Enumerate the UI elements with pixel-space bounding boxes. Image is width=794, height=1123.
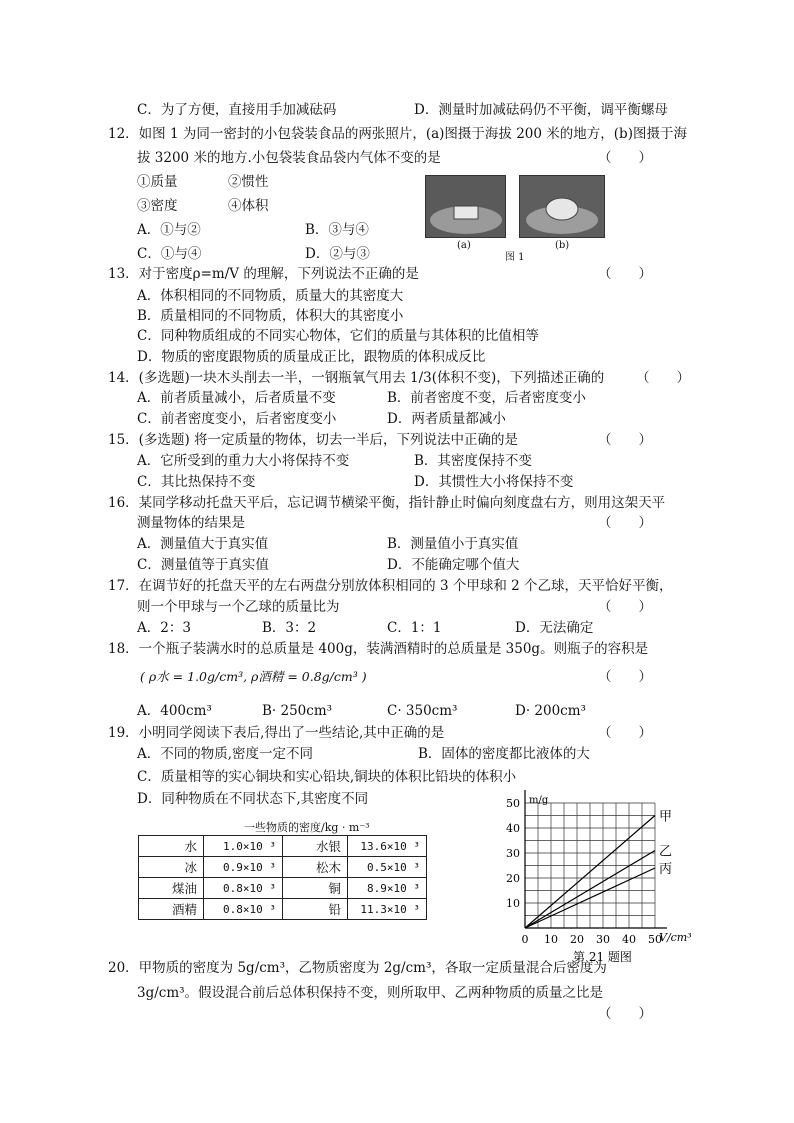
q15-option-c: C．其比热保持不变 (137, 474, 256, 490)
substance-name: 松木 (283, 857, 348, 878)
q14-option-c: C．前者密度变小，后者密度变小 (137, 411, 337, 427)
density-table-row (139, 899, 427, 920)
q12-option-c: C．①与④ (137, 246, 202, 262)
x-tick-label: 0 (521, 933, 529, 946)
series-label: 乙 (659, 844, 673, 860)
substance-name: 水银 (283, 836, 348, 857)
q16-answer-paren: （ ） (598, 515, 652, 531)
density-value: 0.9×10 ³ (204, 857, 283, 878)
density-value: 0.5×10 ³ (348, 857, 427, 878)
q11-option-d: D．测量时加减砝码仍不平衡，调平衡螺母 (414, 102, 668, 118)
density-value: 13.6×10 ³ (348, 836, 427, 857)
density-value: 0.8×10 ³ (204, 899, 283, 920)
q15-option-d: D．其惯性大小将保持不变 (414, 474, 574, 490)
series-label: 甲 (659, 809, 673, 825)
x-tick-label: 10 (544, 933, 558, 946)
q16-option-c: C．测量值等于真实值 (137, 557, 269, 573)
y-tick-label: 10 (506, 897, 520, 910)
y-tick-label: 20 (506, 872, 520, 885)
density-value: 8.9×10 ³ (348, 878, 427, 899)
substance-name: 铅 (283, 899, 348, 920)
q17-stem-line1: 17．在调节好的托盘天平的左右两盘分别放体积相同的 3 个甲球和 2 个乙球，天平恰好平衡， (108, 578, 673, 594)
q13-stem: 13．对于密度ρ=m/V 的理解，下列说法不正确的是 (108, 266, 419, 282)
q20-stem-line2: 3g/cm³。假设混合前后总体积保持不变，则所取甲、乙两种物质的质量之比是 (137, 985, 604, 1001)
q12-option-b: B．③与④ (305, 222, 369, 238)
q18-stem: 18．一个瓶子装满水时的总质量是 400g，装满酒精时的总质量是 350g。则瓶子的容积是 (108, 641, 649, 657)
q20-answer-paren: （ ） (598, 1006, 652, 1022)
density-table-row (139, 878, 427, 899)
q14-option-a: A．前者质量减小，后者质量不变 (137, 390, 336, 406)
q13-option-d: D．物质的密度跟物质的质量成正比，跟物质的体积成反比 (137, 349, 486, 365)
x-tick-label: 20 (570, 933, 584, 946)
q13-answer-paren: （ ） (598, 266, 652, 282)
y-axis-label: m/g (529, 795, 549, 806)
q13-option-a: A．体积相同的不同物质，质量大的其密度大 (137, 288, 404, 304)
substance-name: 冰 (139, 857, 204, 878)
q16-option-b: B．测量值小于真实值 (387, 536, 519, 552)
density-table-row (139, 857, 427, 878)
q14-answer-paren: （ ） (636, 370, 690, 386)
q12-option-d: D．②与③ (305, 246, 370, 262)
y-tick-label: 30 (506, 847, 520, 860)
q18-formula: ( ρ水 = 1.0g/cm³, ρ酒精 = 0.8g/cm³ ) (140, 669, 367, 684)
x-axis-label: V/cm³ (659, 931, 692, 944)
q18-option-a: A．400cm³ (137, 703, 212, 719)
q19-option-d: D．同种物质在不同状态下,其密度不同 (137, 791, 369, 807)
q19-stem: 19．小明同学阅读下表后,得出了一些结论,其中正确的是 (108, 725, 445, 741)
q20-stem-line1: 20．甲物质的密度为 5g/cm³，乙物质密度为 2g/cm³，各取一定质量混合后密度为 (108, 960, 607, 976)
q17-option-c: C．1：1 (387, 620, 442, 636)
q18-option-d: D· 200cm³ (515, 703, 586, 719)
q19-option-c: C．质量相等的实心铜块和实心铅块,铜块的体积比铅块的体积小 (137, 769, 517, 785)
q12-item-2: ②惯性 (228, 174, 269, 190)
density-table (138, 835, 427, 920)
q12-stem-line2: 拔 3200 米的地方.小包袋装食品袋内气体不变的是 (137, 150, 441, 166)
substance-name: 铜 (283, 878, 348, 899)
q19-option-b: B．固体的密度都比液体的大 (418, 746, 590, 762)
q15-stem: 15．(多选题) 将一定质量的物体，切去一半后，下列说法中正确的是 (108, 432, 519, 448)
q11-option-c: C．为了方便，直接用手加减砝码 (137, 102, 337, 118)
q12-option-a: A．①与② (137, 222, 201, 238)
q14-option-b: B．前者密度不变，后者密度变小 (387, 390, 586, 406)
q15-option-b: B．其密度保持不变 (414, 453, 532, 469)
density-value: 0.8×10 ³ (204, 878, 283, 899)
photo-a (425, 175, 506, 238)
q13-option-b: B．质量相同的不同物质，体积大的其密度小 (137, 308, 404, 324)
q12-item-1: ①质量 (137, 174, 178, 190)
q15-answer-paren: （ ） (598, 432, 652, 448)
mass-volume-chart (495, 790, 705, 965)
photo-a-caption: (a) (457, 240, 471, 251)
q13-option-c: C．同种物质组成的不同实心物体，它们的质量与其体积的比值相等 (137, 328, 539, 344)
q17-option-d: D．无法确定 (515, 620, 594, 636)
q18-answer-paren: （ ） (598, 669, 652, 685)
substance-name: 水 (139, 836, 204, 857)
q18-option-b: B· 250cm³ (262, 703, 333, 719)
q15-option-a: A．它所受到的重力大小将保持不变 (137, 453, 350, 469)
q16-stem-line2: 测量物体的结果是 (137, 515, 245, 531)
figure-1-caption: 图 1 (505, 252, 525, 263)
q17-stem-line2: 则一个甲球与一个乙球的质量比为 (137, 599, 340, 615)
q16-option-a: A．测量值大于真实值 (137, 536, 269, 552)
density-table-row (139, 836, 427, 857)
q18-option-c: C· 350cm³ (387, 703, 458, 719)
q12-item-3: ③密度 (137, 198, 178, 214)
q16-stem-line1: 16．某同学移动托盘天平后，忘记调节横梁平衡，指针静止时偏向刻度盘右方，则用这架天平 (108, 495, 666, 511)
substance-name: 煤油 (139, 878, 204, 899)
photo-b (519, 175, 605, 238)
x-tick-label: 30 (596, 933, 610, 946)
q19-option-a: A．不同的物质,密度一定不同 (137, 746, 314, 762)
chart-caption: 第 21 题图 (573, 950, 632, 964)
density-value: 1.0×10 ³ (204, 836, 283, 857)
y-tick-label: 50 (506, 797, 520, 810)
food-packet-photo-a (426, 176, 505, 237)
q14-stem: 14．(多选题)一块木头削去一半，一钢瓶氧气用去 1/3(体积不变)，下列描述正确的 (108, 370, 605, 386)
q16-option-d: D．不能确定哪个值大 (387, 557, 520, 573)
q17-option-b: B．3：2 (262, 620, 317, 636)
y-tick-label: 40 (506, 822, 520, 835)
q12-item-4: ④体积 (228, 198, 269, 214)
q17-answer-paren: （ ） (598, 599, 652, 615)
substance-name: 酒精 (139, 899, 204, 920)
q19-answer-paren: （ ） (598, 725, 652, 741)
density-value: 11.3×10 ³ (348, 899, 427, 920)
q14-option-d: D．两者质量都减小 (387, 411, 506, 427)
series-label: 丙 (659, 862, 673, 877)
photo-b-caption: (b) (555, 240, 570, 251)
x-tick-label: 50 (648, 933, 662, 946)
x-tick-label: 40 (622, 933, 636, 946)
food-packet-photo-b (520, 176, 604, 237)
density-table-title: 一些物质的密度/kg · m⁻³ (244, 821, 370, 834)
q12-stem-line1: 12．如图 1 为同一密封的小包袋装食品的两张照片，(a)图摄于海拔 200 米的地方，(b)图摄于海 (108, 126, 687, 142)
q12-answer-paren: （ ） (598, 150, 652, 166)
q17-option-a: A．2：3 (137, 620, 191, 636)
